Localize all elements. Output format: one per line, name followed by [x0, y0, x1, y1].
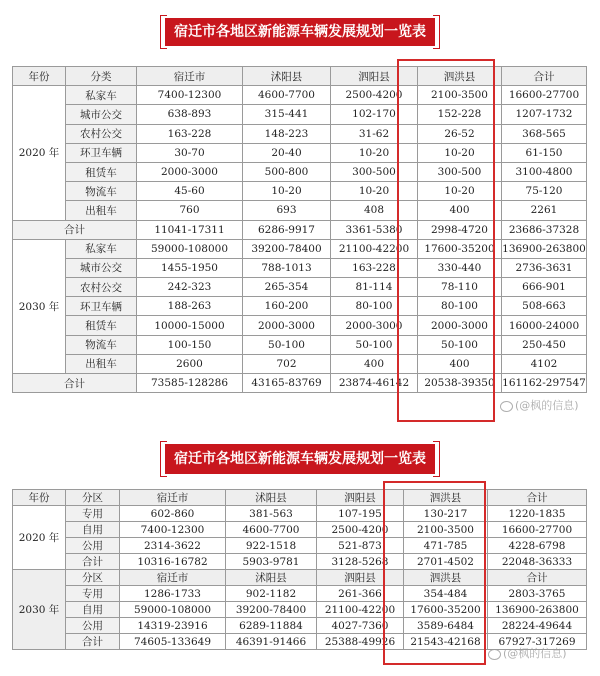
value-cell: 1286-1733 — [120, 586, 226, 602]
category-label: 环卫车辆 — [66, 297, 137, 316]
value-cell: 400 — [331, 354, 418, 373]
table1-title-banner: 宿迁市各地区新能源车辆发展规划一览表 — [166, 19, 434, 45]
year-label: 2030 年 — [13, 570, 66, 650]
zone-label: 公用 — [66, 538, 120, 554]
value-cell: 4027-7360 — [317, 618, 404, 634]
value-cell: 2000-3000 — [418, 316, 502, 335]
table-row — [13, 278, 587, 297]
value-cell: 16600-27700 — [488, 522, 587, 538]
value-cell: 2100-3500 — [404, 522, 488, 538]
column-header: 年份 — [13, 490, 66, 506]
value-cell: 26-52 — [418, 124, 502, 143]
value-cell: 2000-3000 — [137, 162, 243, 181]
value-cell: 74605-133649 — [120, 634, 226, 650]
value-cell: 148-223 — [243, 124, 331, 143]
category-label: 租赁车 — [66, 162, 137, 181]
value-cell: 7400-12300 — [120, 522, 226, 538]
total-value: 23686-37328 — [502, 220, 587, 239]
year-label: 2030 年 — [13, 239, 66, 373]
value-cell: 81-114 — [331, 278, 418, 297]
value-cell: 45-60 — [137, 182, 243, 201]
column-header: 合计 — [488, 490, 587, 506]
table-row — [13, 335, 587, 354]
value-cell: 354-484 — [404, 586, 488, 602]
value-cell: 152-228 — [418, 105, 502, 124]
column-header: 泗洪县 — [404, 490, 488, 506]
value-cell: 10-20 — [331, 182, 418, 201]
total-value: 23874-46142 — [331, 374, 418, 393]
header-row — [13, 67, 587, 86]
table-row — [13, 143, 587, 162]
value-cell: 合计 — [488, 570, 587, 586]
table-row — [13, 522, 587, 538]
table-row — [13, 105, 587, 124]
total-value: 161162-297547 — [502, 374, 587, 393]
value-cell: 508-663 — [502, 297, 587, 316]
zone-label: 合计 — [66, 554, 120, 570]
value-cell: 17600-35200 — [418, 239, 502, 258]
value-cell: 80-100 — [418, 297, 502, 316]
value-cell: 107-195 — [317, 506, 404, 522]
value-cell: 10-20 — [418, 182, 502, 201]
total-value: 3361-5380 — [331, 220, 418, 239]
value-cell: 693 — [243, 201, 331, 220]
value-cell: 2100-3500 — [418, 86, 502, 105]
table-row — [13, 239, 587, 258]
value-cell: 368-565 — [502, 124, 587, 143]
value-cell: 1455-1950 — [137, 258, 243, 277]
value-cell: 1220-1835 — [488, 506, 587, 522]
table-row — [13, 570, 587, 586]
category-label: 物流车 — [66, 335, 137, 354]
value-cell: 10-20 — [418, 143, 502, 162]
category-label: 环卫车辆 — [66, 143, 137, 162]
value-cell: 2736-3631 — [502, 258, 587, 277]
zone-label: 合计 — [66, 634, 120, 650]
value-cell: 2314-3622 — [120, 538, 226, 554]
value-cell: 102-170 — [331, 105, 418, 124]
value-cell: 6289-11884 — [226, 618, 317, 634]
value-cell: 666-901 — [502, 278, 587, 297]
value-cell: 14319-23916 — [120, 618, 226, 634]
column-header: 合计 — [502, 67, 587, 86]
column-header: 分区 — [66, 490, 120, 506]
column-header: 泗阳县 — [317, 490, 404, 506]
total-value: 6286-9917 — [243, 220, 331, 239]
category-label: 私家车 — [66, 239, 137, 258]
value-cell: 21100-42200 — [317, 602, 404, 618]
value-cell: 381-563 — [226, 506, 317, 522]
value-cell: 50-100 — [331, 335, 418, 354]
value-cell: 2261 — [502, 201, 587, 220]
category-label: 私家车 — [66, 86, 137, 105]
value-cell: 3589-6484 — [404, 618, 488, 634]
total-row — [13, 220, 587, 239]
value-cell: 3100-4800 — [502, 162, 587, 181]
value-cell: 10000-15000 — [137, 316, 243, 335]
category-label: 出租车 — [66, 201, 137, 220]
value-cell: 471-785 — [404, 538, 488, 554]
column-header: 宿迁市 — [137, 67, 243, 86]
value-cell: 136900-263800 — [502, 239, 587, 258]
value-cell: 50-100 — [418, 335, 502, 354]
value-cell: 408 — [331, 201, 418, 220]
value-cell: 163-228 — [137, 124, 243, 143]
value-cell: 28224-49644 — [488, 618, 587, 634]
total-row — [13, 374, 587, 393]
value-cell: 16000-24000 — [502, 316, 587, 335]
value-cell: 2000-3000 — [243, 316, 331, 335]
value-cell: 163-228 — [331, 258, 418, 277]
category-label: 租赁车 — [66, 316, 137, 335]
value-cell: 5903-9781 — [226, 554, 317, 570]
value-cell: 130-217 — [404, 506, 488, 522]
zone-label: 自用 — [66, 522, 120, 538]
value-cell: 21543-42168 — [404, 634, 488, 650]
header-row — [13, 490, 587, 506]
table-row — [13, 538, 587, 554]
value-cell: 80-100 — [331, 297, 418, 316]
value-cell: 300-500 — [418, 162, 502, 181]
year-label: 2020 年 — [13, 506, 66, 570]
watermark — [500, 397, 579, 413]
value-cell: 7400-12300 — [137, 86, 243, 105]
value-cell: 21100-42200 — [331, 239, 418, 258]
value-cell: 188-263 — [137, 297, 243, 316]
table-row — [13, 506, 587, 522]
watermark-text: (@枫的信息) — [503, 647, 567, 660]
value-cell: 39200-78400 — [243, 239, 331, 258]
value-cell: 602-860 — [120, 506, 226, 522]
value-cell: 1207-1732 — [502, 105, 587, 124]
value-cell: 4102 — [502, 354, 587, 373]
zone-label: 专用 — [66, 586, 120, 602]
value-cell: 67927-317269 — [488, 634, 587, 650]
table-row — [13, 124, 587, 143]
value-cell: 136900-263800 — [488, 602, 587, 618]
table-row — [13, 162, 587, 181]
value-cell: 400 — [418, 201, 502, 220]
value-cell: 宿迁市 — [120, 570, 226, 586]
total-label: 合计 — [13, 220, 137, 239]
total-value: 43165-83769 — [243, 374, 331, 393]
category-label: 城市公交 — [66, 105, 137, 124]
table-row — [13, 586, 587, 602]
total-value: 2998-4720 — [418, 220, 502, 239]
column-header: 年份 — [13, 67, 66, 86]
value-cell: 2600 — [137, 354, 243, 373]
column-header: 宿迁市 — [120, 490, 226, 506]
value-cell: 500-800 — [243, 162, 331, 181]
value-cell: 泗洪县 — [404, 570, 488, 586]
value-cell: 75-120 — [502, 182, 587, 201]
value-cell: 902-1182 — [226, 586, 317, 602]
value-cell: 78-110 — [418, 278, 502, 297]
value-cell: 315-441 — [243, 105, 331, 124]
value-cell: 59000-108000 — [137, 239, 243, 258]
value-cell: 31-62 — [331, 124, 418, 143]
total-value: 20538-39350 — [418, 374, 502, 393]
value-cell: 沭阳县 — [226, 570, 317, 586]
total-value: 73585-128286 — [137, 374, 243, 393]
value-cell: 4600-7700 — [243, 86, 331, 105]
value-cell: 2803-3765 — [488, 586, 587, 602]
value-cell: 39200-78400 — [226, 602, 317, 618]
value-cell: 261-366 — [317, 586, 404, 602]
column-header: 分类 — [66, 67, 137, 86]
value-cell: 400 — [418, 354, 502, 373]
table-row — [13, 618, 587, 634]
value-cell: 4600-7700 — [226, 522, 317, 538]
table-row — [13, 297, 587, 316]
ev-plan-table-by-zone — [12, 489, 587, 650]
column-header: 沭阳县 — [226, 490, 317, 506]
weibo-icon — [500, 401, 513, 412]
table2-title-banner: 宿迁市各地区新能源车辆发展规划一览表 — [166, 445, 434, 473]
value-cell: 100-150 — [137, 335, 243, 354]
total-value: 11041-17311 — [137, 220, 243, 239]
value-cell: 22048-36333 — [488, 554, 587, 570]
value-cell: 2000-3000 — [331, 316, 418, 335]
value-cell: 788-1013 — [243, 258, 331, 277]
year-label: 2020 年 — [13, 86, 66, 220]
category-label: 城市公交 — [66, 258, 137, 277]
value-cell: 59000-108000 — [120, 602, 226, 618]
table-row — [13, 86, 587, 105]
column-header: 泗洪县 — [418, 67, 502, 86]
value-cell: 702 — [243, 354, 331, 373]
table-row — [13, 182, 587, 201]
value-cell: 265-354 — [243, 278, 331, 297]
table-row — [13, 316, 587, 335]
table-row — [13, 258, 587, 277]
value-cell: 521-873 — [317, 538, 404, 554]
watermark-text: (@枫的信息) — [515, 399, 579, 412]
weibo-icon — [488, 649, 501, 660]
watermark — [488, 645, 567, 661]
value-cell: 3128-5268 — [317, 554, 404, 570]
value-cell: 20-40 — [243, 143, 331, 162]
category-label: 农村公交 — [66, 278, 137, 297]
value-cell: 16600-27700 — [502, 86, 587, 105]
value-cell: 638-893 — [137, 105, 243, 124]
table-row — [13, 201, 587, 220]
value-cell: 泗阳县 — [317, 570, 404, 586]
category-label: 农村公交 — [66, 124, 137, 143]
table-row — [13, 354, 587, 373]
zone-label: 分区 — [66, 570, 120, 586]
value-cell: 160-200 — [243, 297, 331, 316]
value-cell: 30-70 — [137, 143, 243, 162]
value-cell: 17600-35200 — [404, 602, 488, 618]
zone-label: 自用 — [66, 602, 120, 618]
table-row — [13, 554, 587, 570]
value-cell: 4228-6798 — [488, 538, 587, 554]
value-cell: 10-20 — [243, 182, 331, 201]
value-cell: 922-1518 — [226, 538, 317, 554]
value-cell: 2500-4200 — [331, 86, 418, 105]
category-label: 出租车 — [66, 354, 137, 373]
column-header: 泗阳县 — [331, 67, 418, 86]
value-cell: 2701-4502 — [404, 554, 488, 570]
value-cell: 250-450 — [502, 335, 587, 354]
value-cell: 242-323 — [137, 278, 243, 297]
category-label: 物流车 — [66, 182, 137, 201]
table-row — [13, 602, 587, 618]
value-cell: 2500-4200 — [317, 522, 404, 538]
value-cell: 330-440 — [418, 258, 502, 277]
value-cell: 760 — [137, 201, 243, 220]
value-cell: 25388-49926 — [317, 634, 404, 650]
total-label: 合计 — [13, 374, 137, 393]
value-cell: 61-150 — [502, 143, 587, 162]
value-cell: 10316-16782 — [120, 554, 226, 570]
value-cell: 46391-91466 — [226, 634, 317, 650]
value-cell: 50-100 — [243, 335, 331, 354]
value-cell: 300-500 — [331, 162, 418, 181]
column-header: 沭阳县 — [243, 67, 331, 86]
ev-plan-table-by-category — [12, 66, 587, 393]
zone-label: 公用 — [66, 618, 120, 634]
value-cell: 10-20 — [331, 143, 418, 162]
zone-label: 专用 — [66, 506, 120, 522]
